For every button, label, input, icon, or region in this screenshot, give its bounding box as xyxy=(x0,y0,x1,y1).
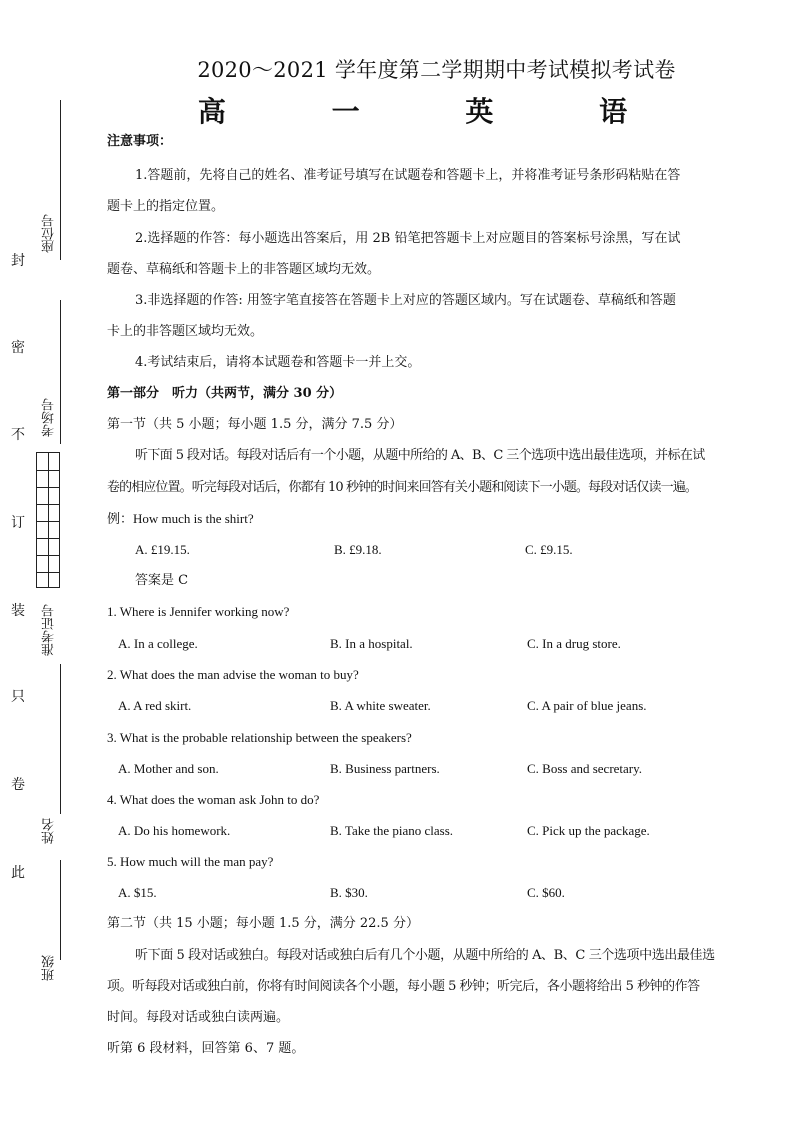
q4-option-b: B. Take the piano class. xyxy=(330,823,454,838)
question-5: 5. How much will the man pay? xyxy=(107,854,274,869)
q2-option-c: C. A pair of blue jeans. xyxy=(527,698,647,713)
question-3: 3. What is the probable relationship between the speakers? xyxy=(107,730,412,745)
seal-char: 订 xyxy=(11,515,25,531)
notice-line: 2.选择题的作答：每小题选出答案后，用 2B 铅笔把答题卡上对应题目的答案标号涂黑，写在试 xyxy=(135,231,681,246)
notice-line: 题卷、草稿纸和答题卡上的非答题区域均无效。 xyxy=(107,262,381,277)
notice-line: 1.答题前，先将自己的姓名、准考证号填写在试题卷和答题卡上，并将准考证号条形码粘贴在答 xyxy=(135,168,681,183)
notice-line: 卡上的非答题区域均无效。 xyxy=(107,324,264,339)
q3-option-c: C. Boss and secretary. xyxy=(527,761,643,776)
admission-number-line xyxy=(60,664,61,814)
q3-option-b: B. Business partners. xyxy=(330,761,440,776)
seal-char: 封 xyxy=(11,253,25,269)
admission-number-label: 准考证号 xyxy=(42,604,57,656)
notice-line: 3.非选择题的作答: 用签字笔直接答在答题卡上对应的答题区域内。写在试题卷、草稿纸和答题 xyxy=(135,293,676,308)
seat-number-label: 座位号 xyxy=(42,214,57,253)
section1-instruction: 卷的相应位置。听完每段对话后，你都有 10 秒钟的时间来回答有关小题和阅读下一小题。每段对话仅读一遍。 xyxy=(107,480,697,495)
exam-room-label: 考场号 xyxy=(42,398,57,437)
q1-option-b: B. In a hospital. xyxy=(330,636,413,651)
q1-option-a: A. In a college. xyxy=(118,636,198,651)
notice-line: 4.考试结束后，请将本试题卷和答题卡一并上交。 xyxy=(135,355,421,370)
part1-heading: 第一部分 听力（共两节，满分 30 分） xyxy=(107,386,343,401)
seal-char: 只 xyxy=(11,689,25,705)
q3-option-a: A. Mother and son. xyxy=(118,761,219,776)
section2-instruction: 时间。每段对话或独白读两遍。 xyxy=(107,1010,290,1025)
material-6-heading: 听第 6 段材料，回答第 6、7 题。 xyxy=(107,1041,305,1056)
example-option-a: A. £19.15. xyxy=(135,542,190,557)
seal-char: 密 xyxy=(11,340,25,356)
question-2: 2. What does the man advise the woman to buy? xyxy=(107,667,359,682)
question-1: 1. Where is Jennifer working now? xyxy=(107,604,290,619)
section2-instruction: 听下面 5 段对话或独白。每段对话或独白后有几个小题，从题中所给的 A、B、C 三个选项中选出最佳选 xyxy=(135,948,715,963)
seal-char: 此 xyxy=(11,865,25,881)
q4-option-a: A. Do his homework. xyxy=(118,823,231,838)
q2-option-b: B. A white sweater. xyxy=(330,698,431,713)
seal-char: 卷 xyxy=(11,777,25,793)
notice-heading: 注意事项： xyxy=(107,134,173,149)
q1-option-c: C. In a drug store. xyxy=(527,636,621,651)
seal-char: 不 xyxy=(11,427,25,443)
q5-option-a: A. $15. xyxy=(118,885,157,900)
q2-option-a: A. A red skirt. xyxy=(118,698,192,713)
section2-heading: 第二节（共 15 小题；每小题 1.5 分，满分 22.5 分） xyxy=(107,916,419,931)
name-line xyxy=(60,860,61,960)
class-label: 班级 xyxy=(42,955,57,981)
section1-heading: 第一节（共 5 小题；每小题 1.5 分，满分 7.5 分） xyxy=(107,417,403,432)
q5-option-b: B. $30. xyxy=(330,885,368,900)
section1-instruction: 听下面 5 段对话。每段对话后有一个小题，从题中所给的 A、B、C 三个选项中选出最佳选项，并标在试 xyxy=(135,448,705,463)
exam-title: 2020～2021 学年度第二学期期中考试模拟考试卷 xyxy=(197,58,676,82)
question-4: 4. What does the woman ask John to do? xyxy=(107,792,320,807)
admission-number-grid xyxy=(36,452,60,588)
name-label: 姓名 xyxy=(42,818,57,844)
notice-line: 题卡上的指定位置。 xyxy=(107,199,225,214)
q4-option-c: C. Pick up the package. xyxy=(527,823,650,838)
example-option-c: C. £9.15. xyxy=(525,542,573,557)
seal-char: 装 xyxy=(11,603,25,619)
example-option-b: B. £9.18. xyxy=(334,542,382,557)
example-answer: 答案是 C xyxy=(135,573,189,588)
q5-option-c: C. $60. xyxy=(527,885,565,900)
subject-title: 高 一 英 语 xyxy=(197,95,676,128)
exam-room-line xyxy=(60,300,61,444)
example-question: 例：How much is the shirt? xyxy=(107,511,254,526)
section2-instruction: 项。听每段对话或独白前，你将有时间阅读各个小题，每小题 5 秒钟；听完后，各小题将给出 5 秒钟的作答 xyxy=(107,979,700,994)
